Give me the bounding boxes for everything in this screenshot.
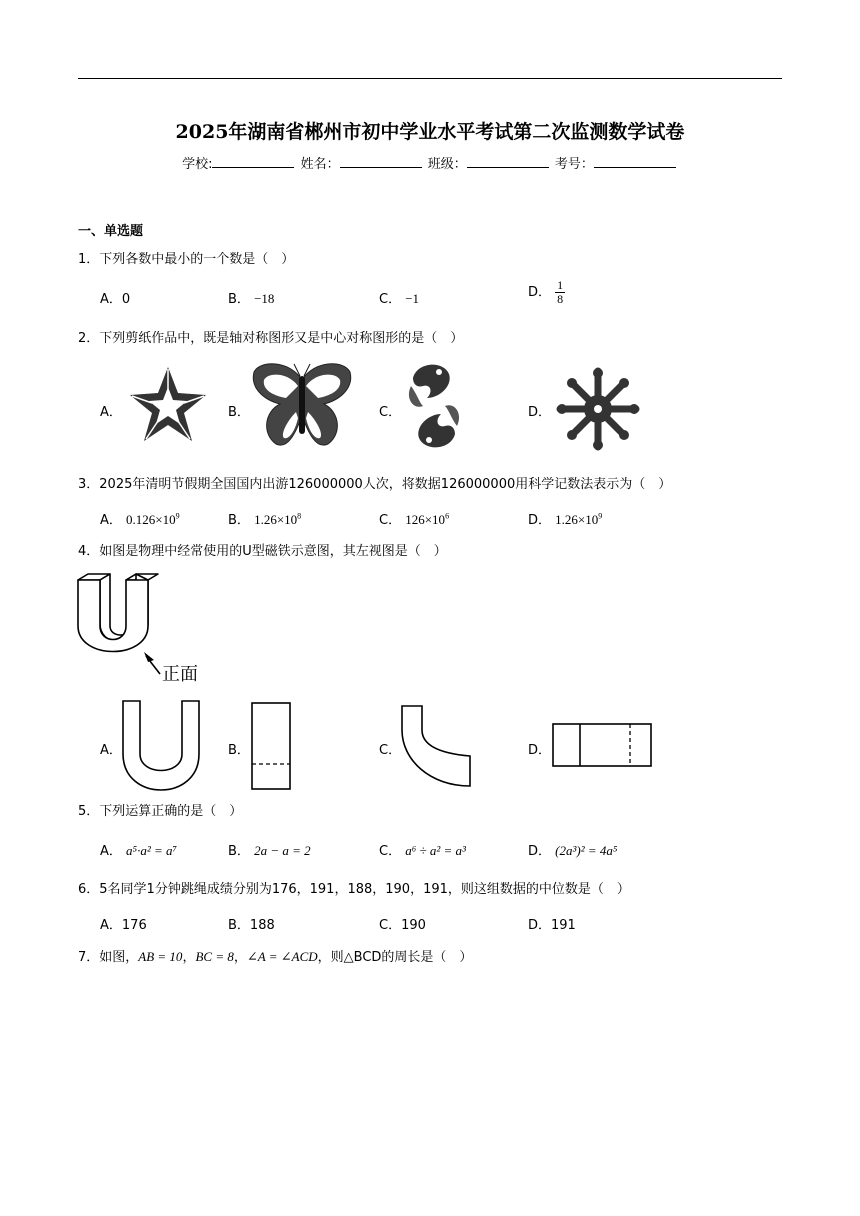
paper-cut-snowflake-image[interactable] <box>556 367 640 451</box>
paper-cut-star-image[interactable] <box>124 363 212 451</box>
q6-stem: 6．5名同学1分钟跳绳成绩分别为176，191，188，190，191，则这组数据的中位数是（ ） <box>78 882 630 897</box>
q7-stem: 7．如图，AB = 10，BC = 8，∠A = ∠ACD，则△BCD的周长是（ ） <box>78 949 473 965</box>
q3-stem: 3．2025年清明节假期全国国内出游126000000人次，将数据126000000用科学记数法表示为（ ） <box>78 477 672 492</box>
q5-option-b[interactable]: B． 2a − a = 2 <box>228 843 311 859</box>
front-label: 正面 <box>162 664 198 685</box>
q1-stem: 1．下列各数中最小的一个数是（ ） <box>78 252 295 267</box>
q2-option-c-label[interactable]: C． <box>379 405 402 420</box>
number-label: 考号： <box>554 157 594 172</box>
q1-option-b[interactable]: B． −18 <box>228 291 275 307</box>
q2-stem: 2．下列剪纸作品中，既是轴对称图形又是中心对称图形的是（ ） <box>78 331 464 346</box>
q4-option-b-label[interactable]: B． <box>228 743 250 758</box>
class-label: 班级： <box>427 157 467 172</box>
q3-option-c[interactable]: C． $126\times 10^6$ <box>379 511 450 528</box>
q2-option-d-label[interactable]: D． <box>528 405 552 420</box>
paper-cut-butterfly-image[interactable] <box>250 360 354 454</box>
q4-option-b-rect-dashed[interactable] <box>251 702 291 790</box>
q6-option-b[interactable]: B．188 <box>228 918 275 933</box>
q6-option-d[interactable]: D．191 <box>528 918 576 933</box>
q5-option-c[interactable]: C． a⁶ ÷ a² = a³ <box>379 843 466 859</box>
paper-cut-fish-image[interactable] <box>403 358 465 454</box>
q5-option-a[interactable]: A． a⁵·a² = a⁷ <box>100 843 178 859</box>
q3-option-d[interactable]: D． $1.26\times 10^9$ <box>528 511 603 528</box>
q4-option-a-label[interactable]: A． <box>100 743 122 758</box>
q6-option-c[interactable]: C．190 <box>379 918 426 933</box>
section-heading: 一、单选题 <box>78 224 144 239</box>
q2-option-b-label[interactable]: B． <box>228 405 250 420</box>
q4-option-c-label[interactable]: C． <box>379 743 402 758</box>
q6-option-a[interactable]: A．176 <box>100 918 147 933</box>
q1-option-d[interactable]: D． $\frac{1}{8}$ <box>528 278 564 306</box>
name-label: 姓名： <box>300 157 340 172</box>
school-label: 学校: <box>182 157 213 172</box>
class-blank[interactable] <box>467 155 549 168</box>
q1-option-a[interactable]: A．0 <box>100 292 131 307</box>
header-rule <box>78 78 782 79</box>
q4-option-a-u-shape[interactable] <box>122 700 200 794</box>
name-blank[interactable] <box>340 155 422 168</box>
q5-option-d[interactable]: D． (2a³)² = 4a⁵ <box>528 843 618 859</box>
fraction: $\frac{1}{8}$ <box>557 278 564 306</box>
school-blank[interactable] <box>212 155 294 168</box>
q4-option-c-bend-shape[interactable] <box>400 704 474 788</box>
q4-option-d-label[interactable]: D． <box>528 743 552 758</box>
number-blank[interactable] <box>594 155 676 168</box>
student-info-line <box>0 153 860 172</box>
page-title: 2025年湖南省郴州市初中学业水平考试第二次监测数学试卷 <box>175 121 685 143</box>
q5-stem: 5．下列运算正确的是（ ） <box>78 804 243 819</box>
q4-option-d-rect-dashed[interactable] <box>552 723 652 767</box>
q4-stem: 4．如图是物理中经常使用的U型磁铁示意图，其左视图是（ ） <box>78 544 447 559</box>
q2-option-a-label[interactable]: A． <box>100 405 122 420</box>
q3-option-b[interactable]: B． $1.26\times 10^8$ <box>228 511 302 528</box>
q3-option-a[interactable]: A． $0.126\times 10^9$ <box>100 511 180 528</box>
q1-option-c[interactable]: C． −1 <box>379 291 420 307</box>
